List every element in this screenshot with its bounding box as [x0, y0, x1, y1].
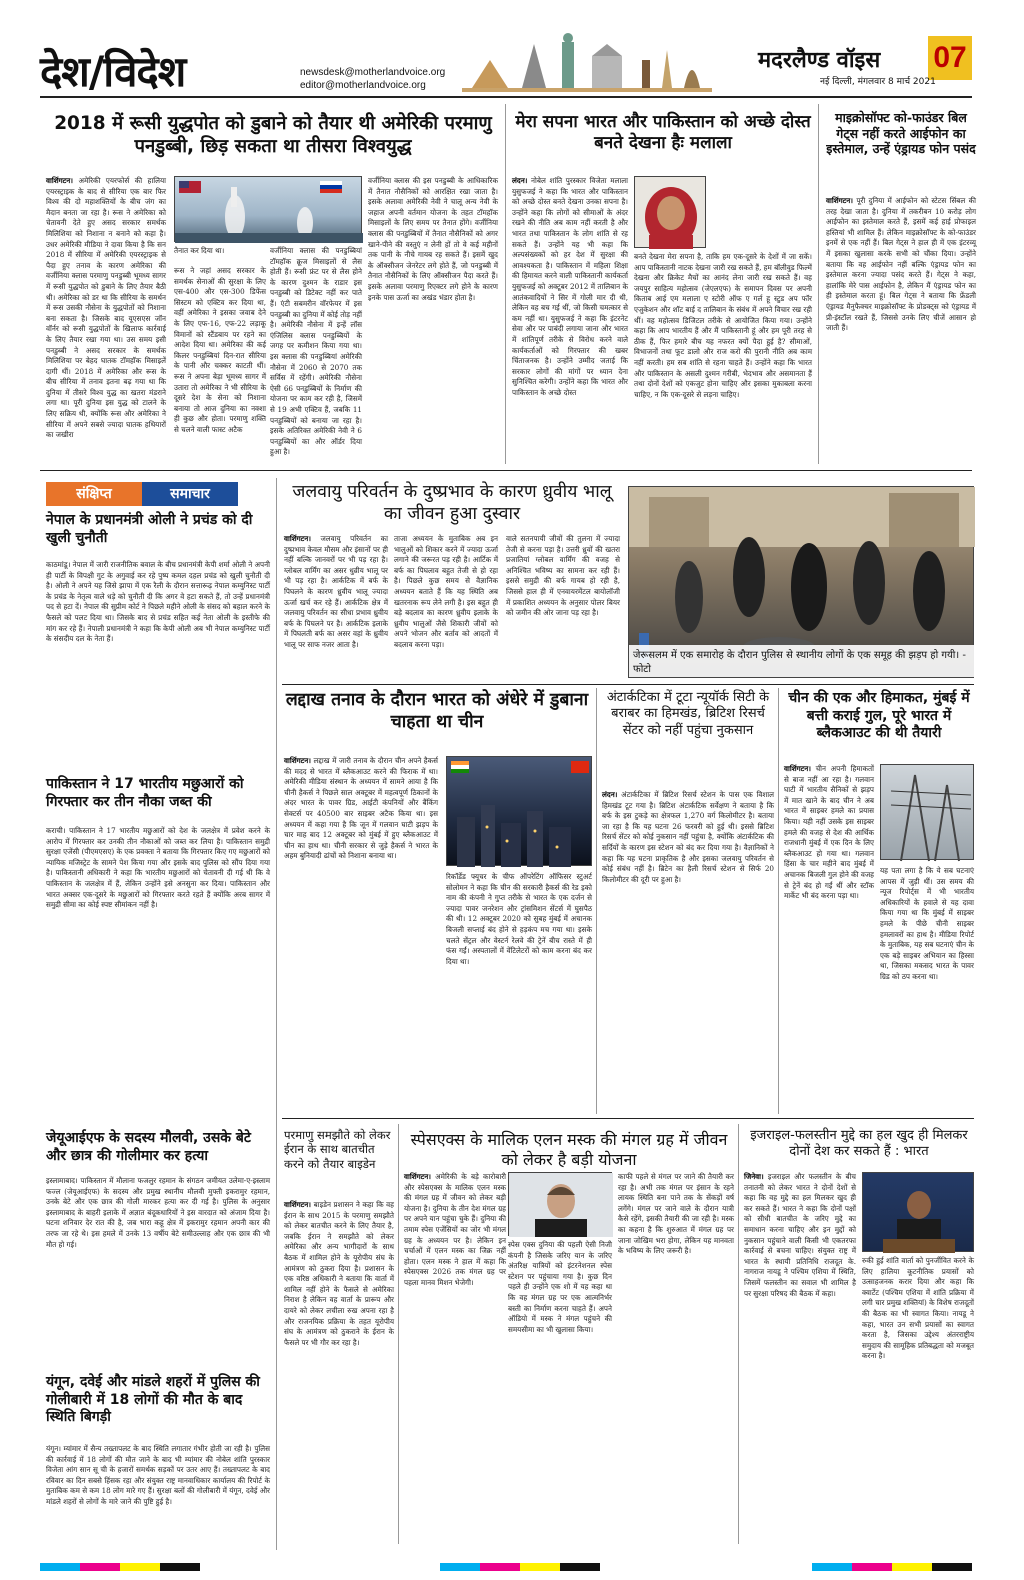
article-israel-headline[interactable]: इजराइल-फलस्तीन मुद्दे का हल खुद ही मिलकर दोनों देश कर सकते हैं : भारत	[750, 1128, 968, 1160]
dateline: वाशिंगटन।	[404, 1172, 431, 1181]
diplomat-photo[interactable]	[862, 1172, 974, 1252]
portrait-graphic	[635, 177, 707, 249]
editor-email[interactable]: editor@motherlandvoice.org	[300, 80, 426, 91]
article-mumbai-headline[interactable]: चीन की एक और हिमाकत, मुंबई में बत्ती कराई गुल, पूरे भारत में ब्लैकआउट की थी तैयारी	[788, 690, 970, 741]
article-mumbai-col2: यह पता लगा है कि ये सब घटनाएं आपस में जुड़ी थीं। उस समय की न्यूज रिपोर्ट्स में भी भारतीय अधिकारियों के हवाले से यह दावा किया गया था कि मुंबई में साइबर हमले के पीछे चीनी साइबर हमलावरों का हाथ है। मीडिया रिपोर्ट के मुताबिक, यह सब घटनाएं चीन के एक बड़े साइबर अभियान का हिस्सा था, जिसका मकसद भारत के पावर ग्रिड को ठप करना था।	[880, 866, 974, 981]
dateline: जिनेवा।	[744, 1172, 764, 1181]
column-divider	[738, 1124, 739, 1544]
brief-nepal-headline[interactable]: नेपाल के प्रधानमंत्री ओली ने प्रचंड को दी खुली चुनौती	[46, 512, 253, 546]
dateline: लंदन।	[602, 790, 618, 799]
article-musk-col2: स्पेस एक्स दुनिया की पहली ऐसी निजी कंपनी है जिसके जरिए यान के जरिए अंतरिक्ष यात्रियों को इंटरनेशनल स्पेस स्टेशन पर पहुंचाया गया है। कुछ दिन पहले ही उन्होंने एक शो में यह कहा था कि वह मंगल ग्रह पर एक आत्मनिर्भर बस्ती का निर्माण करना चाहते हैं। अपने ऑडियो में मस्क ने मंगल पहुंचने की समयसीमा का भी खुलासा किया।	[508, 1240, 612, 1334]
issue-date: नई दिल्ली, मंगलवार 8 मार्च 2021	[820, 77, 936, 87]
article-ladakh-headline[interactable]: लद्दाख तनाव के दौरान भारत को अंधेरे में डुबाना चाहता था चीन	[285, 690, 589, 732]
masthead-rule	[40, 96, 972, 98]
article-israel-col2: रुकी हुई शांति वार्ता को पुनर्जीवित करने के लिए हालिया कूटनीतिक प्रयासों को उत्साहजनक करार दिया और कहा कि क्वार्टेट (पश्चिम एशिया में शांति प्रक्रिया में लगी चार प्रमुख शक्तियां) के विशेष राजदूतों की बैठक का भी स्वागत किया। नायडू ने कहा, भारत उन सभी प्रयासों का स्वागत करता है, जिसका उद्देश्य अंतरराष्ट्रीय समुदाय की सामूहिक प्रतिबद्धता को मजबूत करना है।	[862, 1256, 974, 1361]
malala-photo[interactable]	[634, 176, 706, 248]
text: अंटार्कटिका में ब्रिटिश रिसर्च स्टेशन के पास एक विशाल हिमखंड टूट गया है। ब्रिटिश अंटार्कटिक सर्वेक्षण ने बताया है कि बर्फ के इस टुकड़े का क्षेत्रफल 1,270 वर्ग किलोमीटर है। बताया जा रहा है कि यह घटना 26 फरवरी को हुई थी। इससे ब्रिटिश रिसर्च सेंटर को कोई नुकसान नहीं पहुंचा है, क्योंकि अंटार्कटिक की सर्दियों के कारण इस स्टेशन को बंद कर दिया गया है। वैज्ञानिकों ने कहा कि यह घटना प्राकृतिक है और इसका जलवायु परिवर्तन से कोई संबंध नहीं है। ब्रिटेन का हैली रिसर्च स्टेशन से सिर्फ 20 किलोमीटर की दूरी पर हुआ है।	[602, 790, 775, 884]
article-malala-col2: बनते देखना मेरा सपना है, ताकि हम एक-दूसरे के देशों में जा सकें। आप पाकिस्तानी नाटक देखना जारी रख सकते हैं, हम बॉलीवुड फिल्में देखना और क्रिकेट मैचों का आनंद लेना जारी रख सकते हैं। वह जयपुर साहित्य महोत्सव (जेएलएफ) के समापन दिवस पर अपनी किताब आई एम मलाला ए स्टोरी ऑफ ए गर्ल हू स्टुड अप फॉर एजुकेशन और शॉट बाई द तालिबान के संबंध में अपने विचार रख रही थीं। वह महोत्सव डिजिटल तरीके से आयोजित किया गया। उन्होंने कहा कि आप भारतीय हैं और मैं पाकिस्तानी हूं और हम पूरी तरह से ठीक हैं, फिर हमारे बीच यह नफरत क्यों पैदा हुई है? सीमाओं, विभाजनों तथा फूट डालो और राज करो की पुरानी नीति अब काम नहीं करती। हम सब शांति से रहना चाहते हैं। उन्होंने कहा कि भारत और पाकिस्तान के असली दुश्मन गरीबी, भेदभाव और असमानता हैं तथा दोनों देशों को एकजुट होना चाहिए और इसका मुकाबला करना चाहिए, न कि एक-दूसरे से लड़ना चाहिए।	[634, 252, 812, 399]
article-polarbear-col2: ताजा अध्ययन के मुताबिक अब इन भालुओं को शिकार करने में ज्यादा ऊर्जा लगाने की जरूरत पड़ रही है। आर्टिक में बर्फ का पिघलाव बहुत तेजी से हो रहा है। पिछले कुछ समय से वैज्ञानिक अध्ययन बताते हैं कि यह स्थिति अब खतरनाक रूप लेने लगी है। इस बहुत ही बड़े बदलाव का कारण ध्रुवीय इलाके के ध्रुवीय भालुओं जैसे शिकारी जीवों को अपने भोजन और बर्ताव को आदतों में बदलाव करना पड़ा।	[394, 534, 498, 649]
text: बाइडेन प्रशासन ने कहा कि वह ईरान के साथ 2015 के परमाणु समझौते को लेकर बातचीत करने के लिए तैयार है, जबकि ईरान ने समझौते को लेकर अमेरिका और अन्य भागीदारों के साथ बैठक में शामिल होने के यूरोपीय संघ के आमंत्रण को ठुकरा दिया है। प्रशासन के एक वरिष्ठ अधिकारी ने बताया कि वार्ता में शामिल नहीं होने के फैसले से अमेरिका निराश है लेकिन वह वार्ता के प्रारूप और दायरे को लेकर लचीला रुख अपना रहा है और राजनयिक प्रक्रिया के तहत यूरोपीय संघ के आमंत्रण को ठुकराने के ईरान के फैसले पर भी गौर कर रहा है।	[284, 1200, 394, 1347]
brief-fishermen-body: कराची। पाकिस्तान ने 17 भारतीय मछुआरों को देश के जलक्षेत्र में प्रवेश करने के आरोप में गिरफ्तार कर उनकी तीन नौकाओं को जब्त कर लिया है। पाकिस्तान समुद्री सुरक्षा एजेंसी (पीएमएसए) के एक प्रवक्ता ने बताया कि गिरफ्तार किए गए मछुआरों को न्यायिक मजिस्ट्रेट के सामने पेश किया गया और इसके बाद पुलिस को सौंप दिया गया है। पाकिस्तानी अधिकारी ने कहा कि भारतीय मछुआरों को चेतावनी दी गई थी कि वे पाकिस्तान के जलक्षेत्र में हैं, लेकिन उन्होंने इसे अनसुना कर दिया। पाकिस्तान और भारत अक्सर एक-दूसरे के मछुआरों को गिरफ्तार करते रहते हैं क्योंकि अरब सागर में समुद्री सीमा का कोई स्पष्ट सीमांकन नहीं है।	[46, 826, 270, 910]
photo-caption-continuation: तैनात कर दिया था।	[174, 246, 225, 255]
dateline: वाशिंगटन।	[284, 534, 311, 543]
article-malala-col1	[512, 176, 628, 464]
article-israel-col1	[744, 1172, 856, 1540]
article-submarine-col3: वर्जीनिया क्लास की पनडुब्बियां टॉमहॉक क्रूज मिसाइलों से लैस होती हैं। रूसी फ्रंट पर से लैस होने के कारण दुश्मन के राडार इस पनडुब्बी को डिटेक्ट नहीं कर पाते हैं। एंटी सबमरीन वॉरफेयर में इस पनडुब्बी का दुनिया में कोई तोड़ नहीं है। अमेरिकी नौसेना में इन्हें लॉस एंजिलिस क्लास पनडुब्बियों के जगह पर कमीशन किया गया था। इस क्लास की पनडुब्बियां अमेरिकी नौसेना में 2060 से 2070 तक सर्विस में रहेंगी। अमेरिकी नौसेना ऐसी 66 पनडुब्बियों के निर्माण की योजना पर काम कर रही है, जिसमें से 19 अभी एक्टिव हैं, जबकि 11 पनडुब्बियों को बनाया जा रहा है। इसके अतिरिक्त अमेरिकी नेवी ने 6 पनडुब्बियों का और ऑर्डर दिया हुआ है।	[270, 246, 362, 457]
article-polarbear-col3: वाले सतनपायी जीवों की तुलना में ज्यादा तेजी से करना पड़ा है। उत्तरी ध्रुवों की खतरा प्रजातियां ग्लोबल वार्मिंग की वजह से अनिश्चित भविष्य का सामना कर रही हैं। इससे समुद्री की बर्फ गायब हो रही है, जिससे हाल ही में एनवायरमेंटल बायोलॉजी में प्रकाशित अध्ययन के अनुसार पोलर बियर को जमीन की ओर जाना पड़ रहा है।	[506, 534, 620, 618]
color-registration-bar	[40, 1556, 972, 1564]
column-divider	[276, 478, 277, 1550]
column-divider	[505, 104, 506, 464]
contact-emails	[300, 66, 445, 92]
city-night-graphic	[447, 757, 593, 867]
section-rule	[282, 684, 974, 685]
column-divider	[818, 104, 819, 464]
dateline: वाशिंगटन।	[784, 764, 811, 773]
article-submarine-col4: वर्जीनिया क्लास की इस पनडुब्बी के आधिकारिक में तैनात नौसैनिकों को आरक्षित रखा जाता है। इसके अलावा अमेरिकी नेवी ने चालू अन्य नेवी के जहाज अपनी वर्तमान योजना के तहत टॉमहॉक मिसाइलों के लिए समय पर तैनात होंगे। वर्जीनिया क्लास की पनडुब्बियों में तैनात नौसैनिकों को अगर खाने-पीने की वस्तुएं न लेनी हों तो वे कई महीनों तक पानी के नीचे गायब रह सकते हैं। इसमें खुद के ऑक्सीजन जेनरेटर लगे होते हैं, जो पनडुब्बी में तैनात नौसैनिकों के लिए ऑक्सीजन पैदा करते हैं। इसके अलावा परमाणु रिएक्टर लगे होने के कारण इनके पास ऊर्जा का अखंड भंडार होता है।	[368, 176, 498, 302]
paper-name: मदरलैण्ड वॉइस	[758, 48, 881, 73]
page-number: 07	[928, 36, 972, 80]
text: जलवायु परिवर्तन का दुष्प्रभाव केवल मौसम और इंसानों पर ही नहीं बल्कि जानवरों पर भी पड़ रहा है। ग्लोबल वार्मिंग का असर धुव्रीय भालू पर भी पड़ रहा है। आर्कटिक में बर्फ के पिघलने के कारण ध्रुवीय भालू ज्यादा ऊर्जा खर्च कर रहे हैं। आर्कटिक क्षेत्र में जलवायु परिवर्तन का सीधा प्रभाव ध्रुवीय बर्फ के पिघलने पर है। आर्कटिक इलाके में पिघलती बर्फ का असर वहां के ध्रुवीय भालू पर साफ नजर आता है।	[284, 534, 388, 649]
column-divider	[778, 688, 779, 1114]
jerusalem-clash-photo[interactable]	[628, 486, 974, 678]
article-submarine-headline[interactable]: 2018 में रूसी युद्धपोत को डुबाने को तैयार थी अमेरिकी परमाणु पनडुब्बी, छिड़ सकता था तीसरा विश्वयुद्ध	[54, 113, 492, 158]
section-rule	[282, 1118, 974, 1119]
dateline: लंदन।	[512, 176, 528, 185]
article-submarine-col2: रूस ने जहां असद सरकार के समर्थक सेनाओं की सुरक्षा के लिए एस-400 और एस-300 डिफेंस सिस्टम को एक्टिव कर दिया था, वहीं अमेरिका ने इसका जवाब देने के लिए एफ-16, एफ-22 लड़ाकू विमानों को स्टैंडबाय पर रहने का आदेश दिया था। अमेरिका की कई किलर पनडुब्बियां दिन-रात सीरिया के पानी और चक्कर काटती थीं। रूस ने अपना बेड़ा भूमध्य सागर में उतारा तो अमेरिका ने भी सीरिया के दूसरे देश के सेना को निशाना बनाया तो आज दुनिया का नक्शा ही कुछ और होता। परमाणु शक्ति से चलने वाली फास्ट अटैक	[174, 266, 266, 434]
brief-section-label: संक्षिप्त	[46, 482, 142, 506]
article-mumbai-col1	[784, 764, 874, 1112]
brief-jui-body: इस्लामाबाद। पाकिस्तान में मौलाना फजलुर रहमान के संगठन जमीयत उलेमा-ए-इस्लाम फज्ल (जेयूआईएफ) के सदस्य और प्रमुख स्थानीय मौलवी मुफ्ती इकरामुर रहमान, उनके बेटे और एक छात्र की गोली मारकर हत्या कर दी गई है। पुलिस के अनुसार इस्लामाबाद के बाहरी इलाके में अज्ञात बंदूकधारियों ने इस वारदात को अंजाम दिया है। घटना शनिवार देर रात की है, जब भारा कहू क्षेत्र में इकरामुर रहमान अपनी कार की तरफ जा रहे थे। इस हमले में उनके 13 वर्षीय बेटे समीउल्लाह और एक छात्र की भी मौत हो गई।	[46, 1176, 270, 1249]
submarine-missile-photo[interactable]	[174, 176, 362, 242]
section-title: देश/विदेश	[40, 47, 186, 96]
portrait-graphic	[509, 1173, 613, 1237]
article-billgates-body	[826, 196, 976, 464]
article-iran-headline[interactable]: परमाणु समझौते को लेकर ईरान के साथ बातचीत करने को तैयार बाइडेन	[284, 1128, 391, 1171]
article-musk-col1	[404, 1172, 506, 1287]
registration-marks	[40, 1563, 972, 1571]
article-musk-headline[interactable]: स्पेसएक्स के मालिक एलन मस्क की मंगल ग्रह में जीवन को लेकर है बड़ी योजना	[410, 1130, 728, 1169]
brief-fishermen-headline[interactable]: पाकिस्तान ने 17 भारतीय मछुआरों को गिरफ्तार कर तीन नौका जब्त की	[46, 776, 244, 810]
article-antarctica-headline[interactable]: अंटार्कटिका में टूटा न्यूयॉर्क सिटी के बराबर का हिमखंड, ब्रिटिश रिसर्च सेंटर को नहीं पहुंचा नुकसान	[606, 690, 770, 738]
brief-nepal-body: काठमांडू। नेपाल में जारी राजनीतिक बवाल के बीच प्रधानमंत्री केपी शर्मा ओली ने अपनी ही पार्टी के विपक्षी गुट के अगुवाई कर रहे पुष्प कमल दहल प्रचंड को खुली चुनौती दी है। ओली ने अपने यह जिसे झापा में एक रैली के दौरान सत्तारूढ़ नेपाल कम्युनिस्ट पार्टी के प्रचंड के नेतृत्व वाले धड़े को चुनौती दी कि अगर वे हटा सकते हैं, तो उन्हें प्रधानमंत्री पद से हटा दें। नेपाल की सुप्रीम कोर्ट ने पिछले महीने ओली के संसद को बहाल करने के फैसले को पलट दिया था। जिसके बाद से प्रचंड सहित कई नेता ओली के इस्तीफे की मांग कर रहे हैं। नेपाली प्रधानमंत्री ने कहा कि केपी ओली अब भी नेपाल कम्युनिस्ट पार्टी के संसदीय दल के नेता हैं।	[46, 560, 270, 644]
dateline: वाशिंगटन।	[284, 1200, 311, 1209]
world-landmarks-illustration	[462, 30, 712, 98]
article-submarine-col1	[46, 176, 166, 464]
brief-myanmar-headline[interactable]: यंगून, दवेई और मांडले शहरों में पुलिस की गोलीबारी में 18 लोगों की मौत के बाद स्थिति बिगड़ी	[46, 1374, 260, 1425]
text: नोबेल शांति पुरस्कार विजेता मलाला युसुफजई ने कहा कि भारत और पाकिस्तान को अच्छे दोस्त बनते देखना उनका सपना है। उन्होंने कहा कि लोगों को सीमाओं के अंदर रखने की नीति अब काम नहीं करती है और भारत तथा पाकिस्तान के लोग शांति से रह सकते हैं। उन्होंने यह भी कहा कि अल्पसंख्यकों को हर देश में सुरक्षा की आवश्यकता है। पाकिस्तान में महिला शिक्षा की हिमायत करने वाली पाकिस्तानी कार्यकर्ता युसुफजई को अक्टूबर 2012 में तालिबान के आतंकवादियों ने सिर में गोली मार दी थी, लेकिन वह बच गई थीं, जो किसी चमत्कार से कम नहीं था। युसुफजई ने कहा कि इंटरनेट सेवा और पर पाबंदी लगाया जाना और भारत में शांतिपूर्ण तरीके से विरोध करने वाले कार्यकर्ताओं को गिरफ्तार की खबर चिंताजनक है। उन्होंने उम्मीद जताई कि सरकार लोगों की मांगों पर ध्यान देना सुनिश्चित करेगी। उन्होंने कहा कि भारत और पाकिस्तान के अच्छे दोस्त	[512, 176, 628, 397]
article-musk-col1-cont	[404, 1246, 506, 1540]
text: लद्दाख में जारी तनाव के दौरान चीन अपने हैकर्स की मदद से भारत में ब्लैकआउट करने की फिराक में था। अमेरिकी मीडिया संस्थान के अध्ययन में सामने आया है कि चीनी हैकर्स ने पिछले साल अक्टूबर में महत्वपूर्ण ठिकानों के अंदर भारत के पावर ग्रिड, आईटी कंपनियों और बैंकिंग सेक्टर्स पर 40500 बार साइबर अटैक किया था। इस अध्ययन में कहा गया है कि जून में गलवान घाटी झड़प के चार माह बाद 12 अक्टूबर को मुंबई में हुए ब्लैकआउट में चीन का हाथ था। चीनी सरकार से जुड़े हैकर्स ने भारत के अहम बुनियादी ढांचों को निशाना बनाया था।	[284, 756, 438, 861]
article-polarbear-headline[interactable]: जलवायु परिवर्तन के दुष्प्रभाव के कारण ध्रुवीय भालू का जीवन हुआ दुस्वार	[292, 482, 612, 524]
article-billgates-headline[interactable]: माइक्रोसॉफ्ट को-फाउंडर बिल गेट्स नहीं करते आईफोन का इस्तेमाल, उन्हें एंड्रायड फोन पसंद	[826, 110, 976, 157]
power-tower-graphic	[881, 765, 975, 861]
text: अमेरिकी के बड़े कारोबारी और स्पेसएक्स के मालिक एलन मस्क की मंगल ग्रह में जीवन को लेकर बड़ी योजना है। दुनिया के तीन देश मंगल ग्रह पर अपने यान पहुंचा चुके हैं। दुनिया की तमाम स्पेस एजेंसियों का जोर भी मंगल ग्रह के अध्ययन पर है। लेकिन इन चर्चाओं में एलन मस्क का जिक्र नहीं होता। एलन मस्क ने हाल में कहा कि स्पेसएक्स 2026 तक मंगल ग्रह पर पहला मानव मिशन भेजेगी।	[404, 1172, 506, 1287]
article-antarctica-body	[602, 790, 774, 1112]
article-ladakh-col1	[284, 756, 438, 1112]
newsdesk-email[interactable]: newsdesk@motherlandvoice.org	[300, 67, 446, 78]
dateline: वाशिंगटन।	[284, 756, 311, 765]
text: पूरी दुनिया में आईफोन को स्टेटस सिंबल की तरह देखा जाता है। दुनिया में तकरीबन 10 करोड़ लोग आईफोन का इस्तेमाल करते हैं, इसमें कई हाई प्रोफाइल हस्तियां भी शामिल हैं। लेकिन माइक्रोसॉफ्ट के को-फाउंडर इनमें से एक नहीं हैं। बिल गेट्स ने हाल ही में एक इंटरव्यू में इसका खुलासा करके सभी को चौंका दिया। उन्होंने बताया कि वह आईफोन नहीं बल्कि एंड्रायड फोन का इस्तेमाल करना ज्यादा पसंद करते हैं। गेट्स ने कहा, हालांकि मेरे पास आईफोन है, लेकिन मैं एंड्रायड फोन का ही इस्तेमाल करता हूं। बिल गेट्स ने बताया कि फ्रेंडली एंड्रायड मैनुफैक्चर माइक्रोसॉफ्ट के प्रोडक्ट्स को एंड्रायड में प्री-इंस्टॉल रखते हैं, जिससे उनके लिए चीजें आसान हो जाती हैं।	[826, 196, 976, 333]
article-polarbear-col1	[284, 534, 388, 676]
brief-myanmar-body: यंगून। म्यांमार में सैन्य तख्तापलट के बाद स्थिति लगातार गंभीर होती जा रही है। पुलिस की कार्रवाई में 18 लोगों की मौत जाने के बाद भी म्यांमार की नोबेल शांति पुरस्कार विजेता आंग सान सू ची के हजारों समर्थक सड़कों पर उतर आए हैं। तख्तापलट के बाद रविवार का दिन सबसे हिंसक रहा और संयुक्त राष्ट्र मानवाधिकार कार्यालय की रिपोर्ट के मुताबिक कम से कम 18 लोग मारे गए हैं। सुरक्षा बलों की गोलीबारी में यंगून, दवेई और मांडले शहरों से लोगों के मारे जाने की पुष्टि हुई है।	[46, 1444, 270, 1506]
missile-launch-graphic	[175, 177, 363, 243]
article-ladakh-col2: रिकॉर्डेड फ्यूचर के चीफ ऑपरेटिंग ऑफिसर स्टुअर्ट सोलोमन ने कहा कि चीन की सरकारी हैकर्स की रेड इको नाम की कंपनी ने गुप्त तरीके से भारत के एक दर्जन से ज्यादा पावर जनरेशन और ट्रांसमिशन सेंटर्स में घुसपैठ की थी। 12 अक्टूबर 2020 को सुबह मुंबई में अचानक बिजली सप्लाई बंद होने से हड़कंप मच गया था। इसके चलते सेंट्रल और वेस्टर्न रेलवे की ट्रेनें बीच रास्ते में ही फंस गईं। अस्पतालों में वेंटिलेटरों को काम करना बंद कर दिया था।	[446, 872, 592, 966]
article-iran-body	[284, 1200, 394, 1540]
speaker-graphic	[863, 1173, 975, 1253]
blackout-city-photo[interactable]	[446, 756, 592, 866]
dateline: वाशिंगटन।	[826, 196, 853, 205]
section-rule	[40, 470, 972, 471]
article-musk-col3: काफी पहले से मंगल पर जाने की तैयारी कर रहा है। अभी तक मंगल पर इंसान के रहने लायक स्थिति बना पाने तक के सेंकड़ों वर्ष लगेंगे। मंगल पर जाने वाले के दौरान यात्री कैसे रहेंगे, इसकी तैयारी की जा रही है। मस्क का कहना है कि शुरुआत में मंगल ग्रह पर जाना जोखिम भरा होगा, लेकिन यह मानवता के भविष्य के लिए जरूरी है।	[618, 1172, 734, 1256]
photo-caption: जेरूसलम में एक समारोह के दौरान पुलिस से स्थानीय लोगों के एक समूह की झड़प हो गयी। - फोटो	[629, 645, 975, 677]
column-divider	[398, 1124, 399, 1544]
article-malala-headline[interactable]: मेरा सपना भारत और पाकिस्तान को अच्छे दोस्त बनते देखना हैः मलाला	[515, 112, 811, 154]
elon-musk-photo[interactable]	[508, 1172, 612, 1236]
text: अमेरिकी एयरफोर्स की हालिया एयरस्ट्राइक के बाद से सीरिया एक बार फिर विश्व की दो महाशक्तियों के बीच जंग का मैदान बनता जा रहा है। रूस ने अमेरिका को चेतावनी देते हुए असद सरकार समर्थक मिलिशिया को निशाना न बनाने को कहा है। उधर अमेरिकी मीडिया ने दावा किया है कि सन 2018 में सीरिया में अमेरिकी एयरस्ट्राइक से पैदा हुए तनाव के कारण अमेरिका की वर्जीनिया क्लास परमाणु पनडुब्बी भूमध्य सागर में रूसी युद्धपोत को डुबाने के लिए तैयार बैठी थी। अमेरिका को डर था कि सीरिया के समर्थन में रूस उसकी नौसेना के युद्धपोतों को निशाना बना सकता है। जिसके बाद यूएसएस जॉन वॉर्नर को रूसी युद्धपोतों के खिलाफ कार्रवाई के लिए तैयार रखा गया था। उस समय इसी पनडुब्बी ने असद सरकार के समर्थक मिलिशिया पर बेहद घातक टॉमहॉक मिसाइलें दागी थीं। 2018 में अमेरिका और रूस के बीच सीरिया में तनाव इतना बढ़ गया था कि दुनिया में तीसरे विश्व युद्ध का खतरा मंडराने लगा था। पूरी दुनिया इस युद्ध को टालने के लिए सक्रिय थी, क्योंकि रूस और अमेरिका ने सीरिया में अपने सबसे ज्यादा घातक हथियारों का जखीरा	[46, 176, 166, 440]
text: इजराइल और फलस्तीन के बीच तनातनी को लेकर भारत ने दोनों देशों से कहा कि वह मुद्दे का हल मिलकर खुद ही कर सकते हैं। भारत ने कहा कि दोनों पक्षों को सीधी बातचीत के जरिए मुद्दे का समाधान करना चाहिए और इन मुद्दों को नुकसान पहुंचाने वाली किसी भी एकतरफा कार्रवाई से बचना चाहिए। संयुक्त राष्ट्र में भारत के स्थायी प्रतिनिधि राजदूत के. नागराज नायडू ने पश्चिम एशिया में स्थिति, जिसमें फलस्तीन का सवाल भी शामिल है पर सुरक्षा परिषद की बैठक में कहा।	[744, 1172, 856, 1298]
brief-jui-headline[interactable]: जेयूआईएफ के सदस्य मौलवी, उसके बेटे और छात्र की गोलीमार कर हत्या	[46, 1130, 251, 1164]
brief-section-label-news: समाचार	[142, 482, 238, 506]
text: चीन अपनी हिमाकतों से बाज नहीं आ रहा है। गलवान घाटी में भारतीय सैनिकों से झड़प में मात खाने के बाद चीन ने अब भारत में साइबर हमले का प्रयास किया। यही नहीं उसके इस साइबर हमले की वजह से देश की आर्थिक राजधानी मुंबई में एक दिन के लिए ब्लैकआउट हो गया था। गलवान हिंसा के चार महीने बाद मुंबई में अचानक बिजली गुल होने की वजह से ट्रेनें बंद हो गईं थीं और स्टॉक मार्केट भी बंद करना पड़ा था।	[784, 764, 874, 901]
power-grid-photo[interactable]	[880, 764, 974, 860]
column-divider	[596, 688, 597, 1114]
dateline: वाशिंगटन।	[46, 176, 73, 185]
